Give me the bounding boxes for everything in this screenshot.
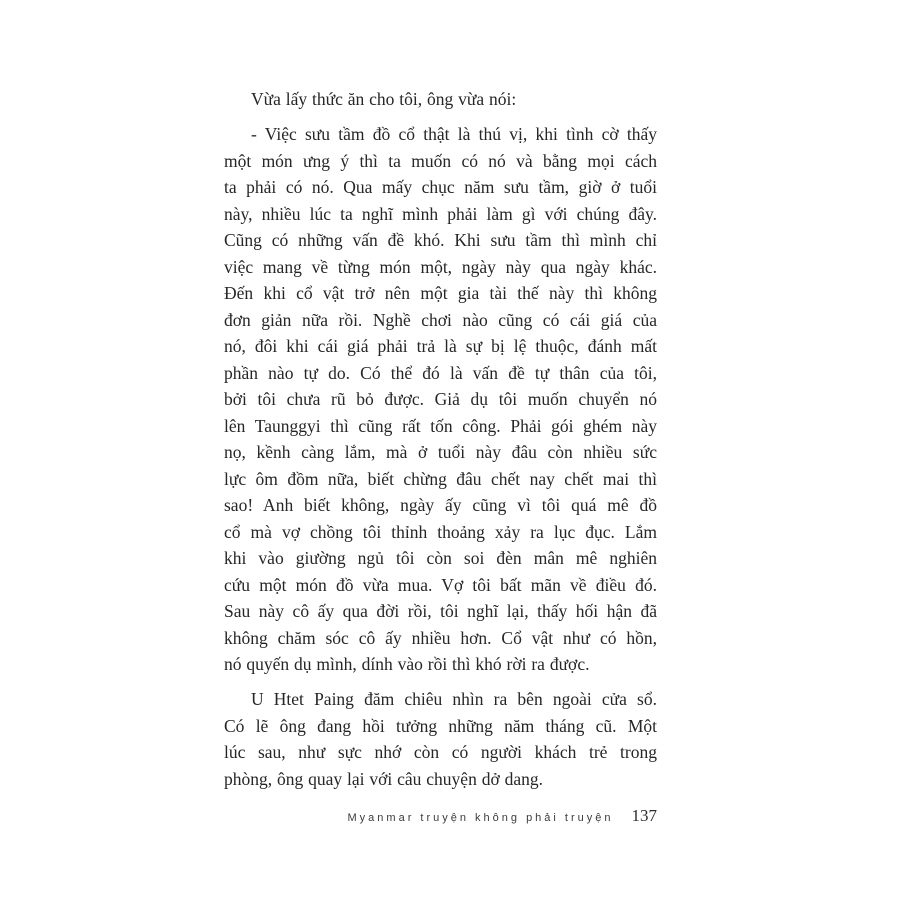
text-line: ta phải có nó. Qua mấy chục năm sưu tầm, giờ ở tuổi <box>224 177 657 197</box>
text-line: Sau này cô ấy qua đời rồi, tôi nghĩ lại, thấy hối hận đã <box>224 601 657 621</box>
body-text <box>224 86 657 792</box>
page-number: 137 <box>631 806 657 825</box>
text-line: phòng, ông quay lại với câu chuyện dở dang. <box>224 768 543 789</box>
text-line: việc mang về từng món một, ngày này qua ngày khác. <box>224 256 657 277</box>
text-line: lực ôm đồm nữa, biết chừng đâu chết nay chết mai thì <box>224 468 657 489</box>
paragraph <box>224 86 657 113</box>
text-line: U Htet Paing đăm chiêu nhìn ra bên ngoài cửa sổ. <box>251 689 657 709</box>
paragraph <box>224 686 657 792</box>
text-line: không chăm sóc cô ấy nhiều hơn. Cổ vật như có hồn, <box>224 627 657 648</box>
text-line: Cũng có những vấn đề khó. Khi sưu tầm thì mình chỉ <box>224 230 657 250</box>
running-title: Myanmar truyện không phải truyện <box>347 812 614 824</box>
text-line: phần nào tự do. Có thể đó là vấn đề tự thân của tôi, <box>224 362 657 383</box>
text-line: một món ưng ý thì ta muốn có nó và bằng mọi cách <box>224 150 657 171</box>
page-footer <box>224 806 657 826</box>
text-line: đơn giản nữa rồi. Nghề chơi nào cũng có cái giá của <box>224 309 657 330</box>
text-line: Có lẽ ông đang hồi tưởng những năm tháng cũ. Một <box>224 715 657 736</box>
text-line: nó quyến dụ mình, dính vào rồi thì khó rời ra được. <box>224 654 590 674</box>
text-line: cổ mà vợ chồng tôi thỉnh thoảng xảy ra lục đục. Lắm <box>224 521 657 542</box>
text-line: này, nhiều lúc ta nghĩ mình phải làm gì với chúng đây. <box>224 203 657 224</box>
text-line: khi vào giường ngủ tôi còn soi đèn mân mê nghiên <box>224 548 657 568</box>
text-line: sao! Anh biết không, ngày ấy cũng vì tôi quá mê đồ <box>224 495 657 515</box>
text-line: nọ, kềnh càng lắm, mà ở tuổi này đâu còn nhiều sức <box>224 442 657 462</box>
text-line: Vừa lấy thức ăn cho tôi, ông vừa nói: <box>251 89 517 109</box>
paragraph <box>224 121 657 678</box>
text-line: lên Taunggyi thì cũng rất tốn công. Phải gói ghém này <box>224 415 657 436</box>
text-line: cứu một món đồ vừa mua. Vợ tôi bất mãn về điều đó. <box>224 574 657 595</box>
text-line: Đến khi cổ vật trở nên một gia tài thế này thì không <box>224 283 657 303</box>
text-line: bởi tôi chưa rũ bỏ được. Giả dụ tôi muốn chuyển nó <box>224 389 657 409</box>
text-line: nó, đôi khi cái giá phải trả là sự bị lệ thuộc, đánh mất <box>224 336 657 356</box>
text-line: - Việc sưu tầm đồ cổ thật là thú vị, khi tình cờ thấy <box>251 124 657 144</box>
text-line: lúc sau, như sực nhớ còn có người khách trẻ trong <box>224 742 657 762</box>
